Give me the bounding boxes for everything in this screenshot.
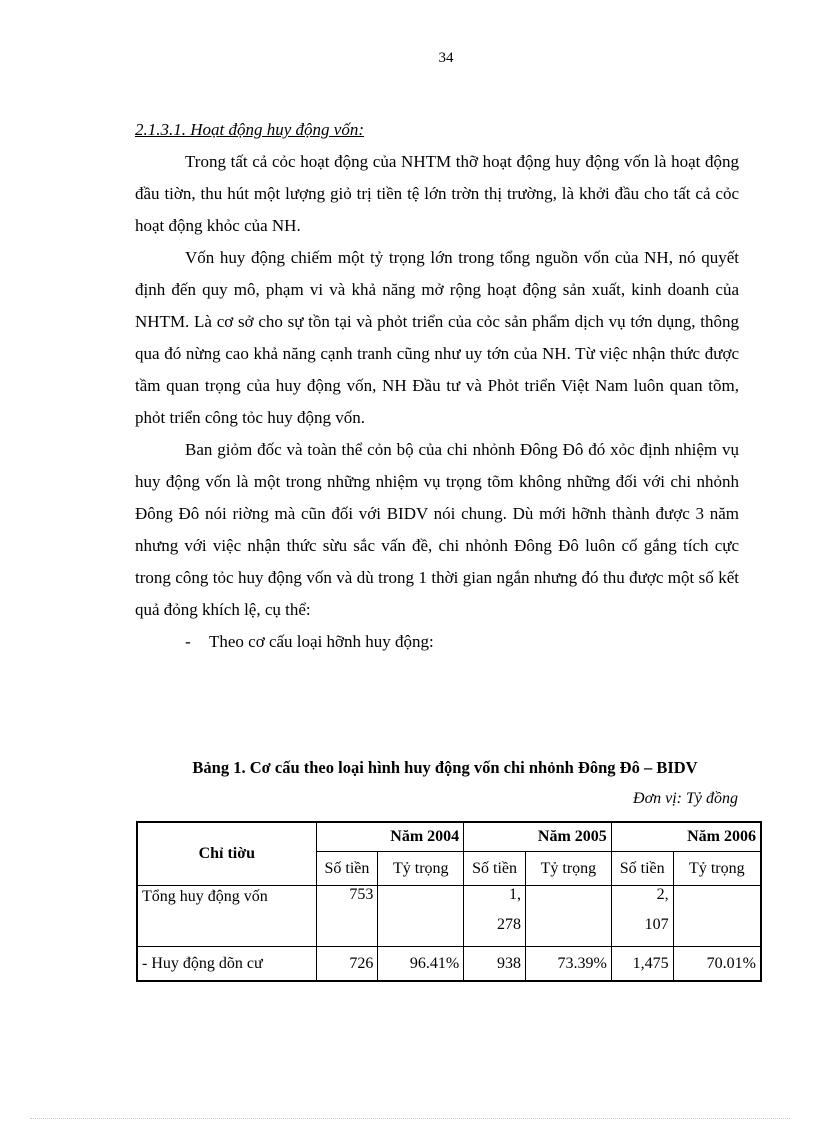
data-table [136, 821, 762, 982]
cell-amount: 753 [316, 886, 378, 947]
paragraph-3: Ban giỏm đốc và toàn thể cỏn bộ của chi nhỏnh Đông Đô đó xỏc định nhiệm vụ huy động vốn là một trong những nhiệm vụ trọng tõm không những đối với chi nhỏnh Đông Đô nói riờng mà cũn đối với BIDV nói chung. Dù mới hỡnh thành được 3 năm nhưng với việc nhận thức sừu sắc vấn đề, chi nhỏnh Đông Đô luôn cố gắng tích cực trong công tỏc huy động vốn và dù trong 1 thời gian ngắn nhưng đó thu được một số kết quả đỏng khích lệ, cụ thể: [135, 440, 739, 619]
page-bottom-rule [30, 1118, 790, 1119]
page-number: 34 [438, 50, 454, 66]
table-header-row [137, 822, 761, 852]
col-header-chitieu: Chỉ tiờu [137, 822, 316, 886]
paragraph-1: Trong tất cả cỏc hoạt động của NHTM thỡ hoạt động huy động vốn là hoạt động đầu tiờn, thu hút một lượng giỏ trị tiền tệ lớn trờn thị trường, là khởi đầu cho tất cả cỏc hoạt động khỏc của NH. [135, 152, 739, 235]
cell-ratio: 70.01% [673, 947, 761, 982]
table-unit: Đơn vị: Tỷ đồng [633, 790, 738, 807]
table-row [137, 886, 761, 917]
cell-ratio [673, 886, 761, 947]
bullet-item [135, 626, 739, 658]
cell-amount: 1,475 [611, 947, 673, 982]
bullet-dash: - [185, 632, 191, 651]
cell-ratio [378, 886, 464, 947]
subheader-ratio: Tỷ trọng [525, 852, 611, 886]
cell-ratio: 96.41% [378, 947, 464, 982]
subheader-amount: Số tiền [611, 852, 673, 886]
cell-amount: 726 [316, 947, 378, 982]
subheader-amount: Số tiền [316, 852, 378, 886]
bullet-text: Theo cơ cấu loại hỡnh huy động: [209, 632, 434, 651]
col-header-2005: Năm 2005 [464, 822, 612, 852]
paragraph-2: Vốn huy động chiếm một tỷ trọng lớn trong tổng nguồn vốn của NH, nó quyết định đến quy mô, phạm vi và khả năng mở rộng hoạt động sản xuất, kinh doanh của NHTM. Là cơ sở cho sự tồn tại và phỏt triển của cỏc sản phẩm dịch vụ tớn dụng, thông qua đó nừng cao khả năng cạnh tranh cũng như uy tớn của NH. Từ việc nhận thức được tầm quan trọng của huy động vốn, NH Đầu tư và Phỏt triển Việt Nam luôn quan tõm, phỏt triển công tỏc huy động vốn. [135, 248, 739, 427]
cell-amount: 938 [464, 947, 526, 982]
cell-amount: 2, [611, 886, 673, 917]
cell-amount: 107 [611, 916, 673, 947]
cell-amount: 1, [464, 886, 526, 917]
col-header-2004: Năm 2004 [316, 822, 464, 852]
table-title: Bảng 1. Cơ cấu theo loại hình huy động vốn chi nhỏnh Đông Đô – BIDV [192, 758, 698, 777]
row-label: - Huy động dõn cư [137, 947, 316, 982]
subheader-ratio: Tỷ trọng [378, 852, 464, 886]
cell-amount: 278 [464, 916, 526, 947]
cell-ratio [525, 886, 611, 947]
cell-ratio: 73.39% [525, 947, 611, 982]
section-heading: 2.1.3.1. Hoạt động huy động vốn: [135, 120, 365, 139]
row-label: Tổng huy động vốn [137, 886, 316, 947]
subheader-ratio: Tỷ trọng [673, 852, 761, 886]
col-header-2006: Năm 2006 [611, 822, 761, 852]
body-text [135, 114, 739, 658]
table-row [137, 947, 761, 982]
subheader-amount: Số tiền [464, 852, 526, 886]
